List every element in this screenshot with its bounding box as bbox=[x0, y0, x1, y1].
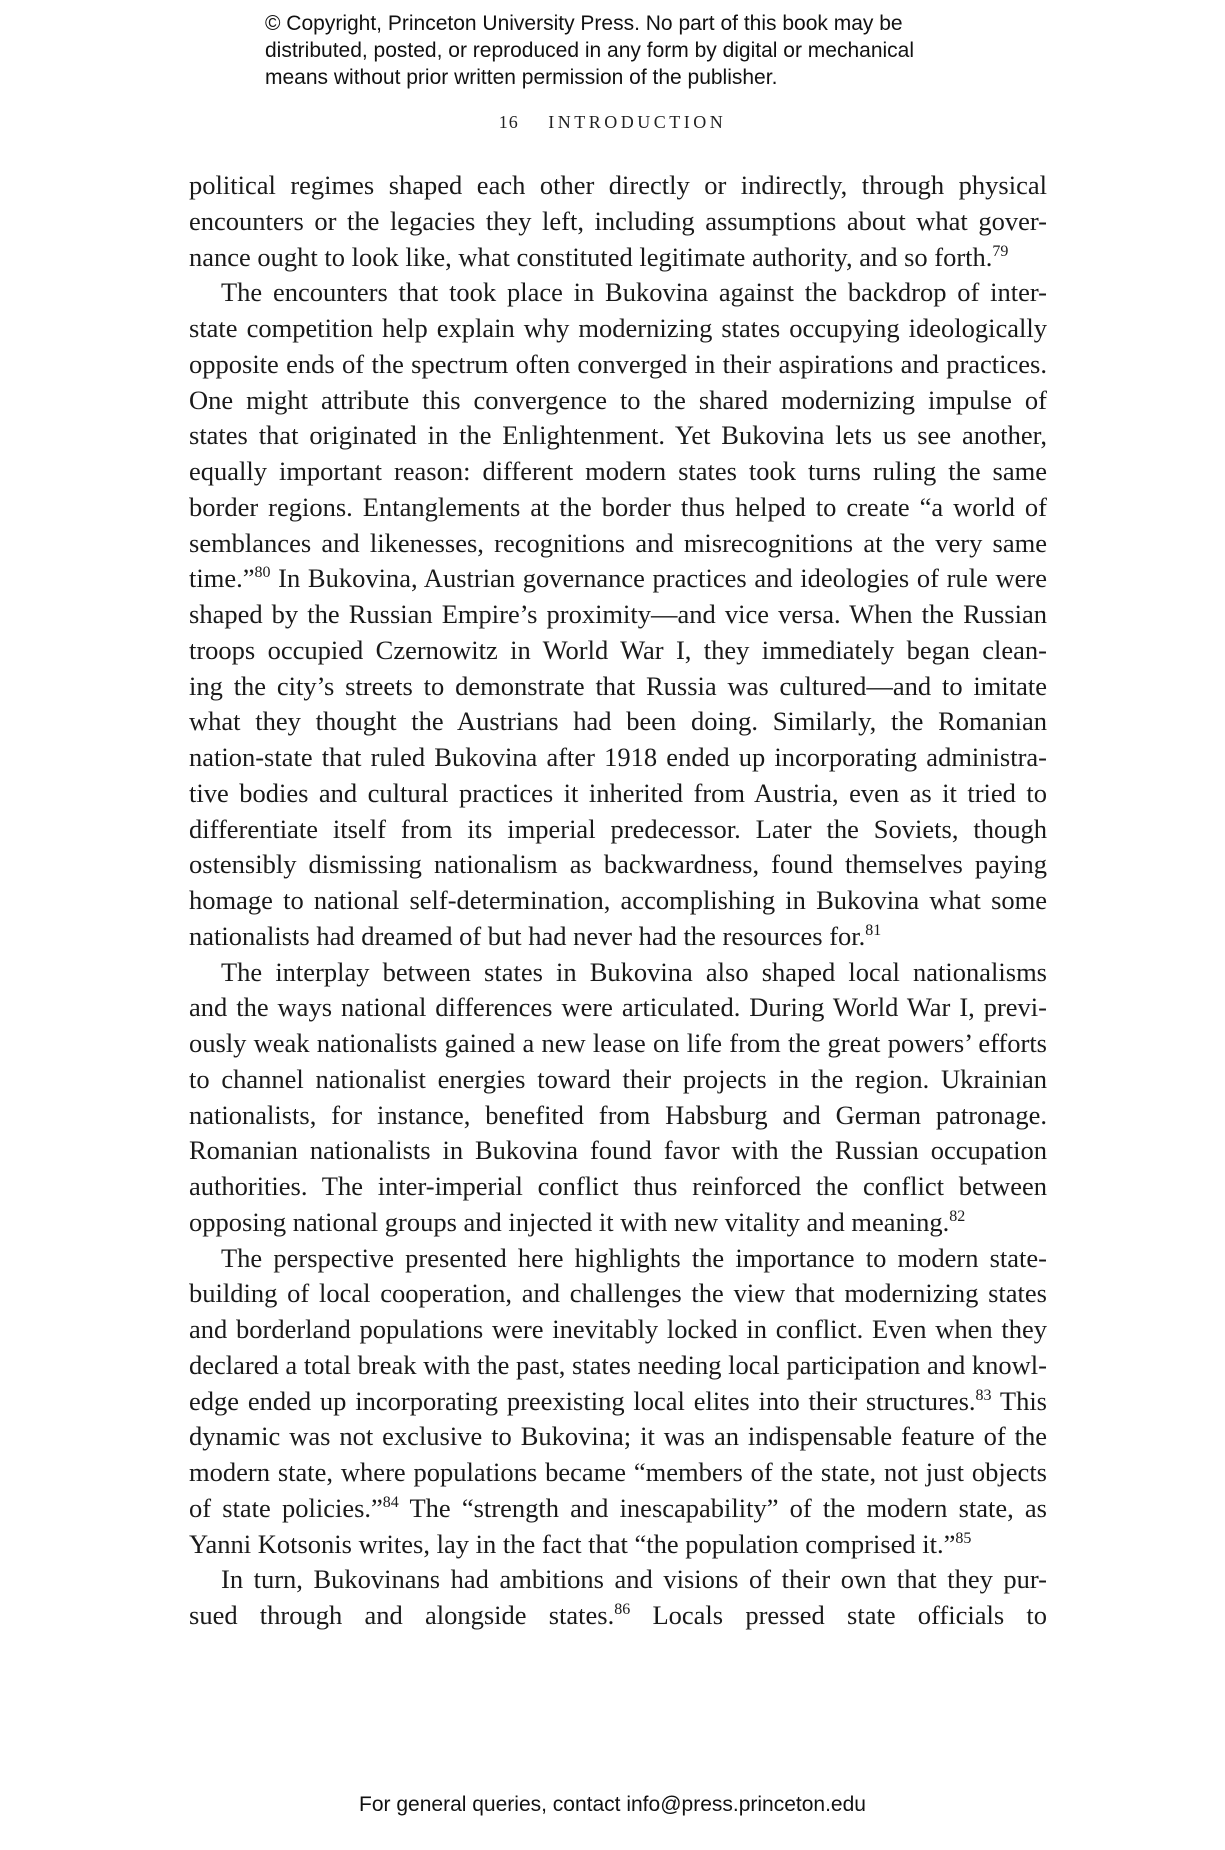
text-line: ing the city’s streets to demonstrate that Russia was cultured—and to imitate bbox=[189, 670, 1047, 701]
text-line: Romanian nationalists in Bukovina found favor with the Russian occupation bbox=[189, 1135, 1047, 1166]
text-line: to channel nationalist energies toward their projects in the region. Ukrainian bbox=[189, 1063, 1047, 1094]
footnote-ref[interactable]: 79 bbox=[992, 242, 1009, 260]
text-line: and borderland populations were inevitably locked in conflict. Even when they bbox=[189, 1314, 1047, 1344]
text-line: troops occupied Czernowitz in World War I, they immediately began clean- bbox=[189, 634, 1047, 665]
text-line: tive bodies and cultural practices it inherited from Austria, even as it tried to bbox=[189, 777, 1047, 808]
text-fragment: In Bukovina, Austrian governance practices and ideologies of rule were bbox=[270, 563, 1047, 594]
text-line: what they thought the Austrians had been doing. Similarly, the Romanian bbox=[189, 706, 1047, 737]
body-text bbox=[189, 168, 1047, 1634]
text-fragment: Locals pressed state officials to bbox=[630, 1600, 1047, 1630]
text-fragment: nationalists had dreamed of but had never had the resources for. bbox=[189, 920, 866, 951]
text-line: One might attribute this convergence to the shared modernizing impulse of bbox=[189, 384, 1047, 415]
footer-contact: For general queries, contact info@press.princeton.edu bbox=[359, 1793, 866, 1816]
text-line: border regions. Entanglements at the border thus helped to create “a world of bbox=[189, 491, 1047, 522]
text-line: ostensibly dismissing nationalism as backwardness, found themselves paying bbox=[189, 849, 1047, 880]
text-line: and the ways national differences were articulated. During World War I, previ- bbox=[189, 992, 1047, 1023]
text-fragment: opposing national groups and injected it with new vitality and meaning. bbox=[189, 1206, 950, 1237]
text-line: semblances and likenesses, recognitions and misrecognitions at the very same bbox=[189, 527, 1047, 558]
text-line: equally important reason: different modern states took turns ruling the same bbox=[189, 456, 1047, 486]
text-line: state competition help explain why modernizing states occupying ideologically bbox=[189, 313, 1047, 343]
paragraph bbox=[189, 1241, 1047, 1563]
footnote-ref[interactable]: 85 bbox=[955, 1529, 972, 1547]
paragraph bbox=[189, 955, 1047, 1241]
paragraph bbox=[189, 1562, 1047, 1634]
text-fragment: edge ended up incorporating preexisting local elites into their structures. bbox=[189, 1385, 976, 1416]
text-fragment: time.” bbox=[189, 563, 255, 594]
footnote-ref[interactable]: 81 bbox=[865, 921, 882, 939]
text-fragment: This bbox=[991, 1385, 1047, 1416]
copyright-line: means without prior written permission of the publisher. bbox=[265, 66, 778, 89]
text-fragment: nance ought to look like, what constituted legitimate authority, and so forth. bbox=[189, 241, 993, 272]
text-line bbox=[189, 1491, 1047, 1527]
text-fragment: Yanni Kotsonis writes, lay in the fact that “the population comprised it.” bbox=[189, 1528, 956, 1559]
text-line: ously weak nationalists gained a new lease on life from the great powers’ efforts bbox=[189, 1028, 1047, 1058]
copyright-notice bbox=[265, 10, 1025, 91]
chapter-title: INTRODUCTION bbox=[548, 112, 727, 132]
paragraph bbox=[189, 168, 1047, 275]
text-line: The perspective presented here highlights the importance to modern state- bbox=[221, 1242, 1047, 1273]
page-number: 16 bbox=[498, 112, 519, 132]
footnote-ref[interactable]: 86 bbox=[614, 1601, 631, 1618]
footnote-ref[interactable]: 84 bbox=[382, 1493, 399, 1511]
text-line: homage to national self-determination, accomplishing in Bukovina what some bbox=[189, 885, 1047, 915]
text-line: shaped by the Russian Empire’s proximity—and vice versa. When the Russian bbox=[189, 599, 1047, 629]
text-line: states that originated in the Enlightenment. Yet Bukovina lets us see another, bbox=[189, 420, 1047, 451]
text-line: dynamic was not exclusive to Bukovina; it was an indispensable feature of the bbox=[189, 1421, 1047, 1452]
text-line: declared a total break with the past, states needing local participation and knowl- bbox=[189, 1349, 1047, 1380]
text-line: The encounters that took place in Bukovina against the backdrop of inter- bbox=[221, 277, 1047, 308]
running-head bbox=[0, 112, 1225, 133]
paragraph bbox=[189, 275, 1047, 954]
text-line bbox=[189, 1527, 1047, 1563]
copyright-line: distributed, posted, or reproduced in any form by digital or mechanical bbox=[265, 39, 915, 62]
text-fragment: sued through and alongside states. bbox=[189, 1600, 615, 1630]
text-fragment: of state policies.” bbox=[189, 1492, 383, 1523]
text-line: In turn, Bukovinans had ambitions and visions of their own that they pur- bbox=[221, 1564, 1047, 1595]
text-line bbox=[189, 240, 1047, 276]
footnote-ref[interactable]: 82 bbox=[949, 1207, 966, 1225]
text-line bbox=[189, 1598, 1047, 1634]
text-line: nationalists, for instance, benefited from Habsburg and German patronage. bbox=[189, 1099, 1047, 1130]
text-line: political regimes shaped each other directly or indirectly, through physical bbox=[189, 170, 1047, 200]
footnote-ref[interactable]: 83 bbox=[975, 1386, 992, 1404]
text-line: building of local cooperation, and challenges the view that modernizing states bbox=[189, 1278, 1047, 1309]
text-line: authorities. The inter-imperial conflict thus reinforced the conflict between bbox=[189, 1171, 1047, 1201]
text-line bbox=[189, 561, 1047, 597]
footnote-ref[interactable]: 80 bbox=[254, 564, 271, 582]
text-line: nation-state that ruled Bukovina after 1918 ended up incorporating administra- bbox=[189, 742, 1047, 772]
text-fragment: The “strength and inescapability” of the modern state, as bbox=[398, 1492, 1047, 1523]
text-line: The interplay between states in Bukovina also shaped local nationalisms bbox=[221, 956, 1047, 987]
copyright-line: © Copyright, Princeton University Press. No part of this book may be bbox=[265, 12, 903, 35]
text-line: differentiate itself from its imperial predecessor. Later the Soviets, though bbox=[189, 813, 1047, 844]
text-line bbox=[189, 1205, 1047, 1241]
text-line: encounters or the legacies they left, including assumptions about what gover- bbox=[189, 205, 1047, 236]
text-line: opposite ends of the spectrum often converged in their aspirations and practices. bbox=[189, 348, 1047, 379]
text-line: modern state, where populations became “members of the state, not just objects bbox=[189, 1457, 1047, 1487]
text-line bbox=[189, 919, 1047, 955]
text-line bbox=[189, 1384, 1047, 1420]
